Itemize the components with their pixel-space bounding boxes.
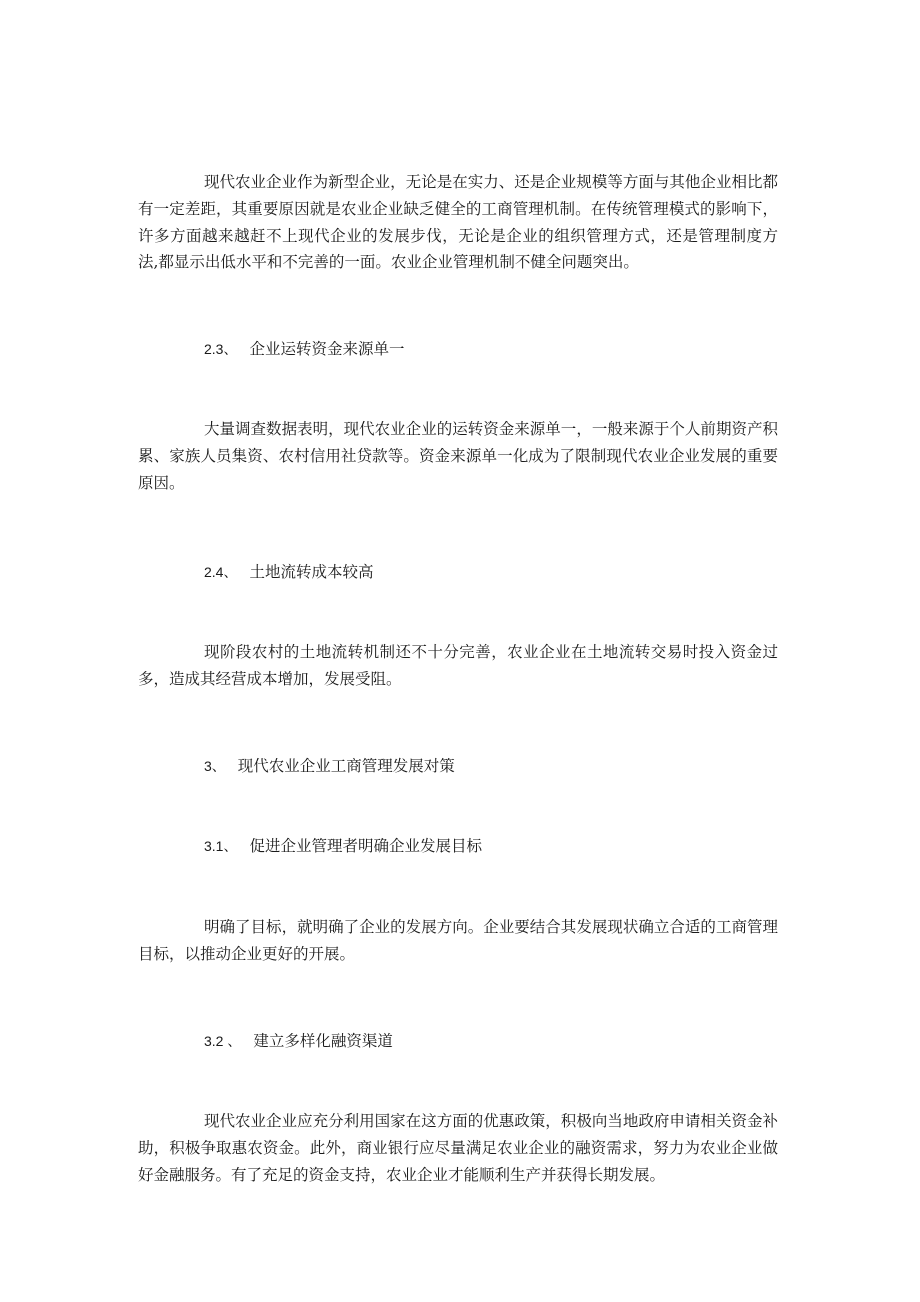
- heading-title: 企业运转资金来源单一: [249, 340, 405, 358]
- heading-number: 3、: [204, 758, 226, 774]
- paragraph-financing: 现代农业企业应充分利用国家在这方面的优惠政策，积极向当地政府申请相关资金补助，积极争取惠农资金。此外，商业银行应尽量满足农业企业的融资需求，努力为农业企业做好金融服务。有了充足的资金支持，农业企业才能顺利生产并获得长期发展。: [138, 1112, 778, 1184]
- heading-title: 建立多样化融资渠道: [253, 1032, 393, 1050]
- heading-number: 3.2 、: [204, 1033, 242, 1049]
- heading-title: 土地流转成本较高: [249, 563, 374, 581]
- heading-title: 促进企业管理者明确企业发展目标: [249, 837, 482, 855]
- heading-2-4: [204, 560, 373, 584]
- heading-number: 3.1、: [204, 838, 238, 854]
- paragraph-land-transfer: 现阶段农村的土地流转机制还不十分完善，农业企业在土地流转交易时投入资金过多，造成其经营成本增加，发展受阻。: [138, 643, 778, 688]
- paragraph-capital-source: 大量调查数据表明，现代农业企业的运转资金来源单一，一般来源于个人前期资产积累、家族人员集资、农村信用社贷款等。资金来源单一化成为了限制现代农业企业发展的重要原因。: [138, 420, 778, 492]
- paragraph-management-mechanism: 现代农业企业作为新型企业，无论是在实力、还是企业规模等方面与其他企业相比都有一定差距，其重要原因就是农业企业缺乏健全的工商管理机制。在传统管理模式的影响下，许多方面越来越赶不上现代企业的发展步伐，无论是企业的组织管理方式，还是管理制度方法,都显示出低水平和不完善的一面。农业企业管理机制不健全问题突出。: [138, 173, 778, 272]
- heading-2-3: [204, 337, 404, 361]
- heading-title: 现代农业企业工商管理发展对策: [237, 757, 455, 775]
- heading-number: 2.3、: [204, 341, 238, 357]
- heading-3-2: [204, 1029, 393, 1053]
- heading-number: 2.4、: [204, 564, 238, 580]
- heading-3-1: [204, 834, 482, 858]
- paragraph-goals: 明确了目标，就明确了企业的发展方向。企业要结合其发展现状确立合适的工商管理目标，以推动企业更好的开展。: [138, 918, 778, 963]
- heading-3: [204, 754, 455, 778]
